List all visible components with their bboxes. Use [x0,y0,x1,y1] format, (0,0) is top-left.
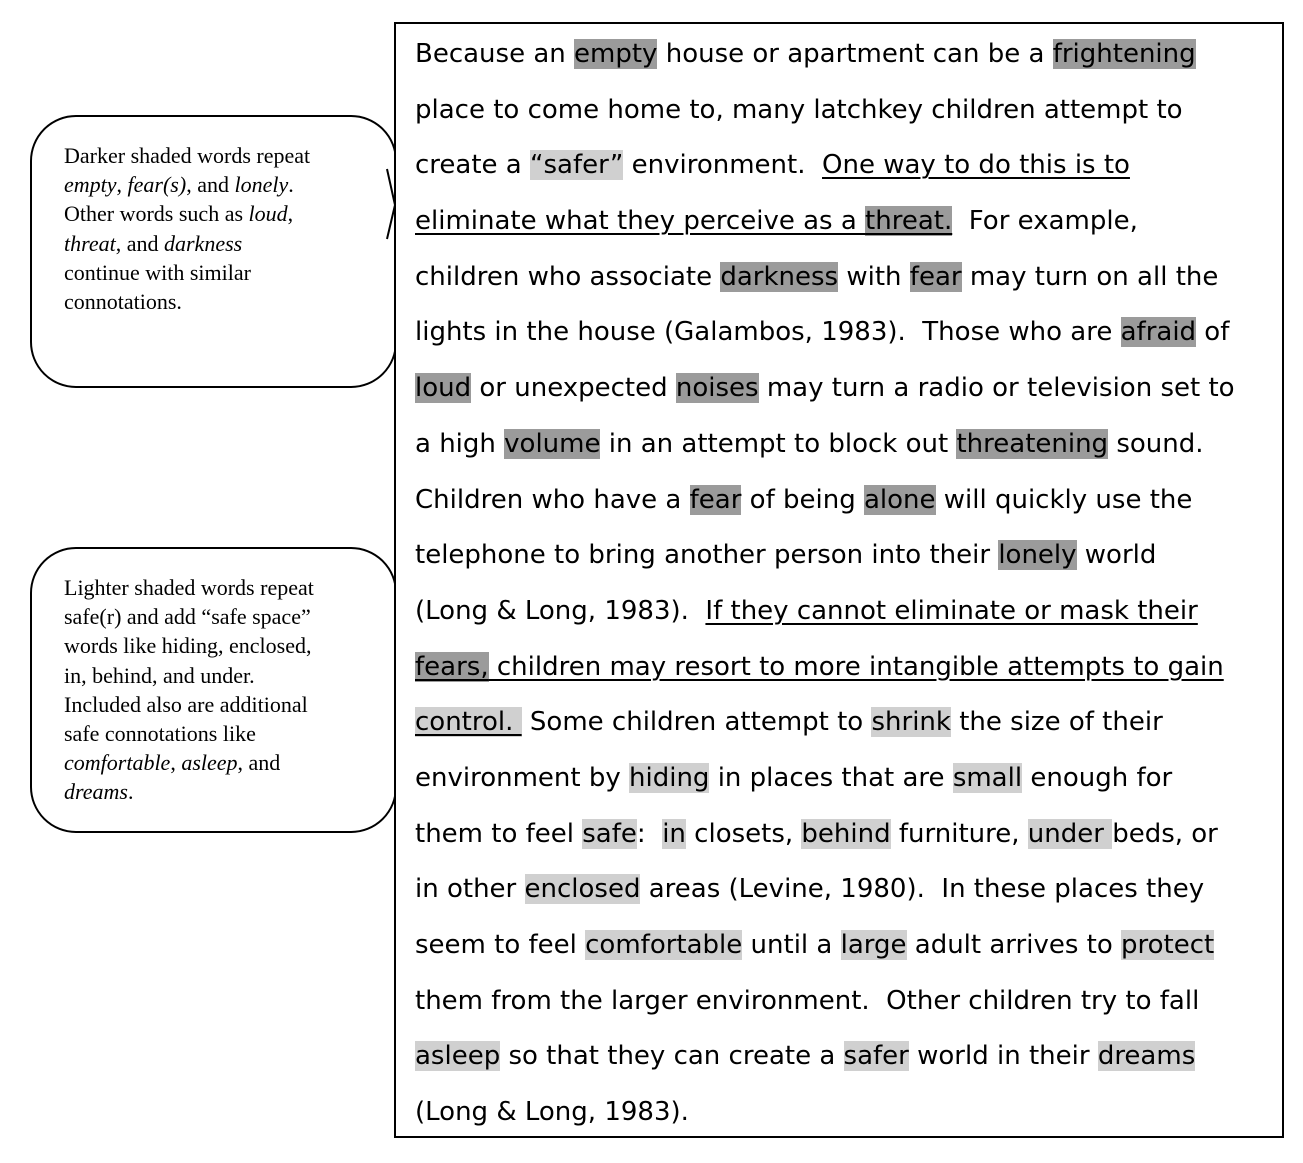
note-line [64,602,314,631]
passage-line [415,423,1235,479]
note-text: Included also are additional [64,691,308,717]
passage-line [415,980,1235,1036]
passage-text: a high [415,428,505,459]
note-text: Darker shaded words repeat [64,143,311,168]
light-shaded-word: large [840,930,907,960]
passage-line [415,479,1235,535]
note-text: . [288,172,294,198]
note-line [64,287,310,316]
passage-text: in an attempt to block out [600,428,957,459]
passage-text: or unexpected [471,373,676,404]
note-line [64,141,310,170]
note-text: . [127,779,134,805]
light-shaded-word: asleep [415,1041,501,1072]
note-line [64,573,314,602]
note-italic-word: lonely [234,172,289,198]
note-text: connotations. [64,289,182,315]
note-text: , [170,750,182,776]
passage-text: enough for [1022,762,1173,793]
passage-text: world in their [908,1041,1098,1072]
underlined-text: If they cannot eliminate or mask their [705,595,1198,626]
passage-text: : [636,818,663,849]
passage-text: Children who have a [415,484,690,515]
passage-text: For example, [952,206,1138,237]
passage-text: lights in the house (Galambos, 1983). Those who are [415,317,1121,348]
light-shaded-word: enclosed [524,874,641,905]
passage-text: (Long & Long, 1983). [415,1097,689,1128]
note-line [64,258,310,287]
passage-line [415,200,1235,256]
passage-text: will quickly use the [935,484,1193,515]
note-line [64,631,314,660]
light-shaded-word: behind [801,818,891,849]
passage-line [415,701,1235,757]
light-shaded-word: small [952,762,1023,793]
note-italic-word: comfortable [64,750,171,776]
passage-text: of being [741,484,864,515]
passage-text: sound. [1108,428,1204,459]
light-shaded-word: protect [1121,930,1215,960]
dark-shaded-word: alone [863,484,936,515]
passage-line [415,534,1235,590]
passage-text: so that they can create a [500,1041,844,1072]
dark-shaded-word: fear [909,261,962,292]
dark-shading-note-text [64,141,310,316]
passage-paragraph [415,33,1235,1147]
light-shading-note-text [64,573,314,807]
passage-text: in other [415,874,525,905]
light-shading-note [30,547,397,833]
passage-text: seem to feel [415,930,586,960]
passage-text: world [1076,540,1157,571]
passage-text: environment by [415,762,630,793]
light-shaded-word: in [662,818,686,849]
note-text: safe(r) and add “safe space” [64,604,311,630]
passage-text: children who associate [415,261,721,292]
passage-line [415,868,1235,924]
passage-text: place to come home to, many latchkey children attempt to [415,94,1183,125]
dark-shaded-word: afraid [1120,317,1197,348]
passage-line [415,646,1235,702]
dark-shaded-word: darkness [720,261,839,292]
light-shaded-word: comfortable [585,930,743,960]
note-line [64,690,314,719]
passage-text: closets, [685,818,802,849]
note-text: Lighter shaded words repeat [64,575,314,600]
note-italic-word: asleep [181,750,238,776]
passage-line [415,144,1235,200]
note-italic-word: darkness [164,230,243,256]
passage-text: of [1196,317,1230,348]
note-text: , [287,201,294,227]
note-line [64,170,310,199]
dark-shaded-word: fears, [415,651,489,682]
light-shaded-word: safe [582,818,637,849]
underlined-text: eliminate what they perceive as a [415,206,866,237]
note-text: safe connotations like [64,721,256,747]
dark-shaded-word: threat. [865,206,953,237]
note-line [64,719,314,748]
passage-text: environment. [623,150,823,181]
passage-text: telephone to bring another person into their [415,540,999,571]
note-line [64,661,314,690]
passage-line [415,1091,1235,1147]
passage-text: create a [415,150,530,181]
passage-text: them to feel [415,818,583,849]
passage-line [415,813,1235,869]
light-shaded-word: “safer” [530,150,624,181]
note-text: , and [115,230,164,256]
passage-text: the size of their [950,707,1163,738]
note-line [64,199,310,228]
note-text: words like hiding, enclosed, [64,633,312,659]
dark-shaded-word: fear [689,484,742,515]
passage-text: may turn a radio or television set to [758,373,1235,404]
passage-text: in places that are [709,762,953,793]
passage-text: adult arrives to [906,930,1121,960]
passage-text: areas (Levine, 1980). In these places they [640,874,1205,905]
light-shaded-word: control. [415,707,522,738]
note-italic-word: fear(s) [127,172,187,198]
note-text: continue with similar [64,259,251,285]
note-italic-word: empty [64,172,117,198]
passage-text: with [838,261,910,292]
passage-line [415,33,1235,89]
dark-shaded-word: volume [504,428,601,459]
passage-text: them from the larger environment. Other children try to fall [415,985,1200,1016]
passage-text: Because an [415,39,575,69]
passage-text: house or apartment can be a [657,39,1053,69]
note-line [64,229,310,258]
dark-shaded-word: frightening [1052,39,1196,69]
underlined-text: children may resort to more intangible attempts to gain [488,651,1224,682]
passage-text: (Long & Long, 1983). [415,595,706,626]
passage-text: Some children attempt to [521,707,872,738]
passage-line [415,89,1235,145]
note-text: in, behind, and under. [64,662,255,688]
note-text: , and [237,750,281,776]
light-shaded-word: shrink [871,707,951,738]
passage-text: until a [742,930,841,960]
passage-line [415,367,1235,423]
dark-shading-note [30,115,397,388]
note-text: Other words such as [64,201,249,227]
dark-shaded-word: noises [675,373,759,404]
note-text: , and [186,172,235,198]
dark-shaded-word: loud [415,373,472,404]
passage-line [415,311,1235,367]
passage-line [415,590,1235,646]
note-italic-word: threat [64,230,116,256]
note-line [64,748,314,777]
note-line [64,777,314,806]
note-italic-word: loud [248,201,288,227]
passage-line [415,1035,1235,1091]
dark-shaded-word: threatening [956,428,1109,459]
passage-line [415,924,1235,980]
passage-text: furniture, [890,818,1028,849]
dark-shaded-word: empty [574,39,658,69]
light-shaded-word: hiding [629,762,710,793]
passage-text: beds, or [1112,818,1218,849]
dark-shaded-word: lonely [998,540,1077,571]
note-italic-word: dreams [64,779,128,805]
passage-line [415,256,1235,312]
light-shaded-word: under [1027,818,1113,849]
light-shaded-word: safer [843,1041,909,1072]
note-text: , [116,172,128,198]
annotated-passage [394,22,1284,1138]
passage-line [415,757,1235,813]
light-shaded-word: dreams [1097,1041,1196,1072]
passage-text: may turn on all the [961,261,1219,292]
underlined-text: One way to do this is to [822,150,1130,181]
